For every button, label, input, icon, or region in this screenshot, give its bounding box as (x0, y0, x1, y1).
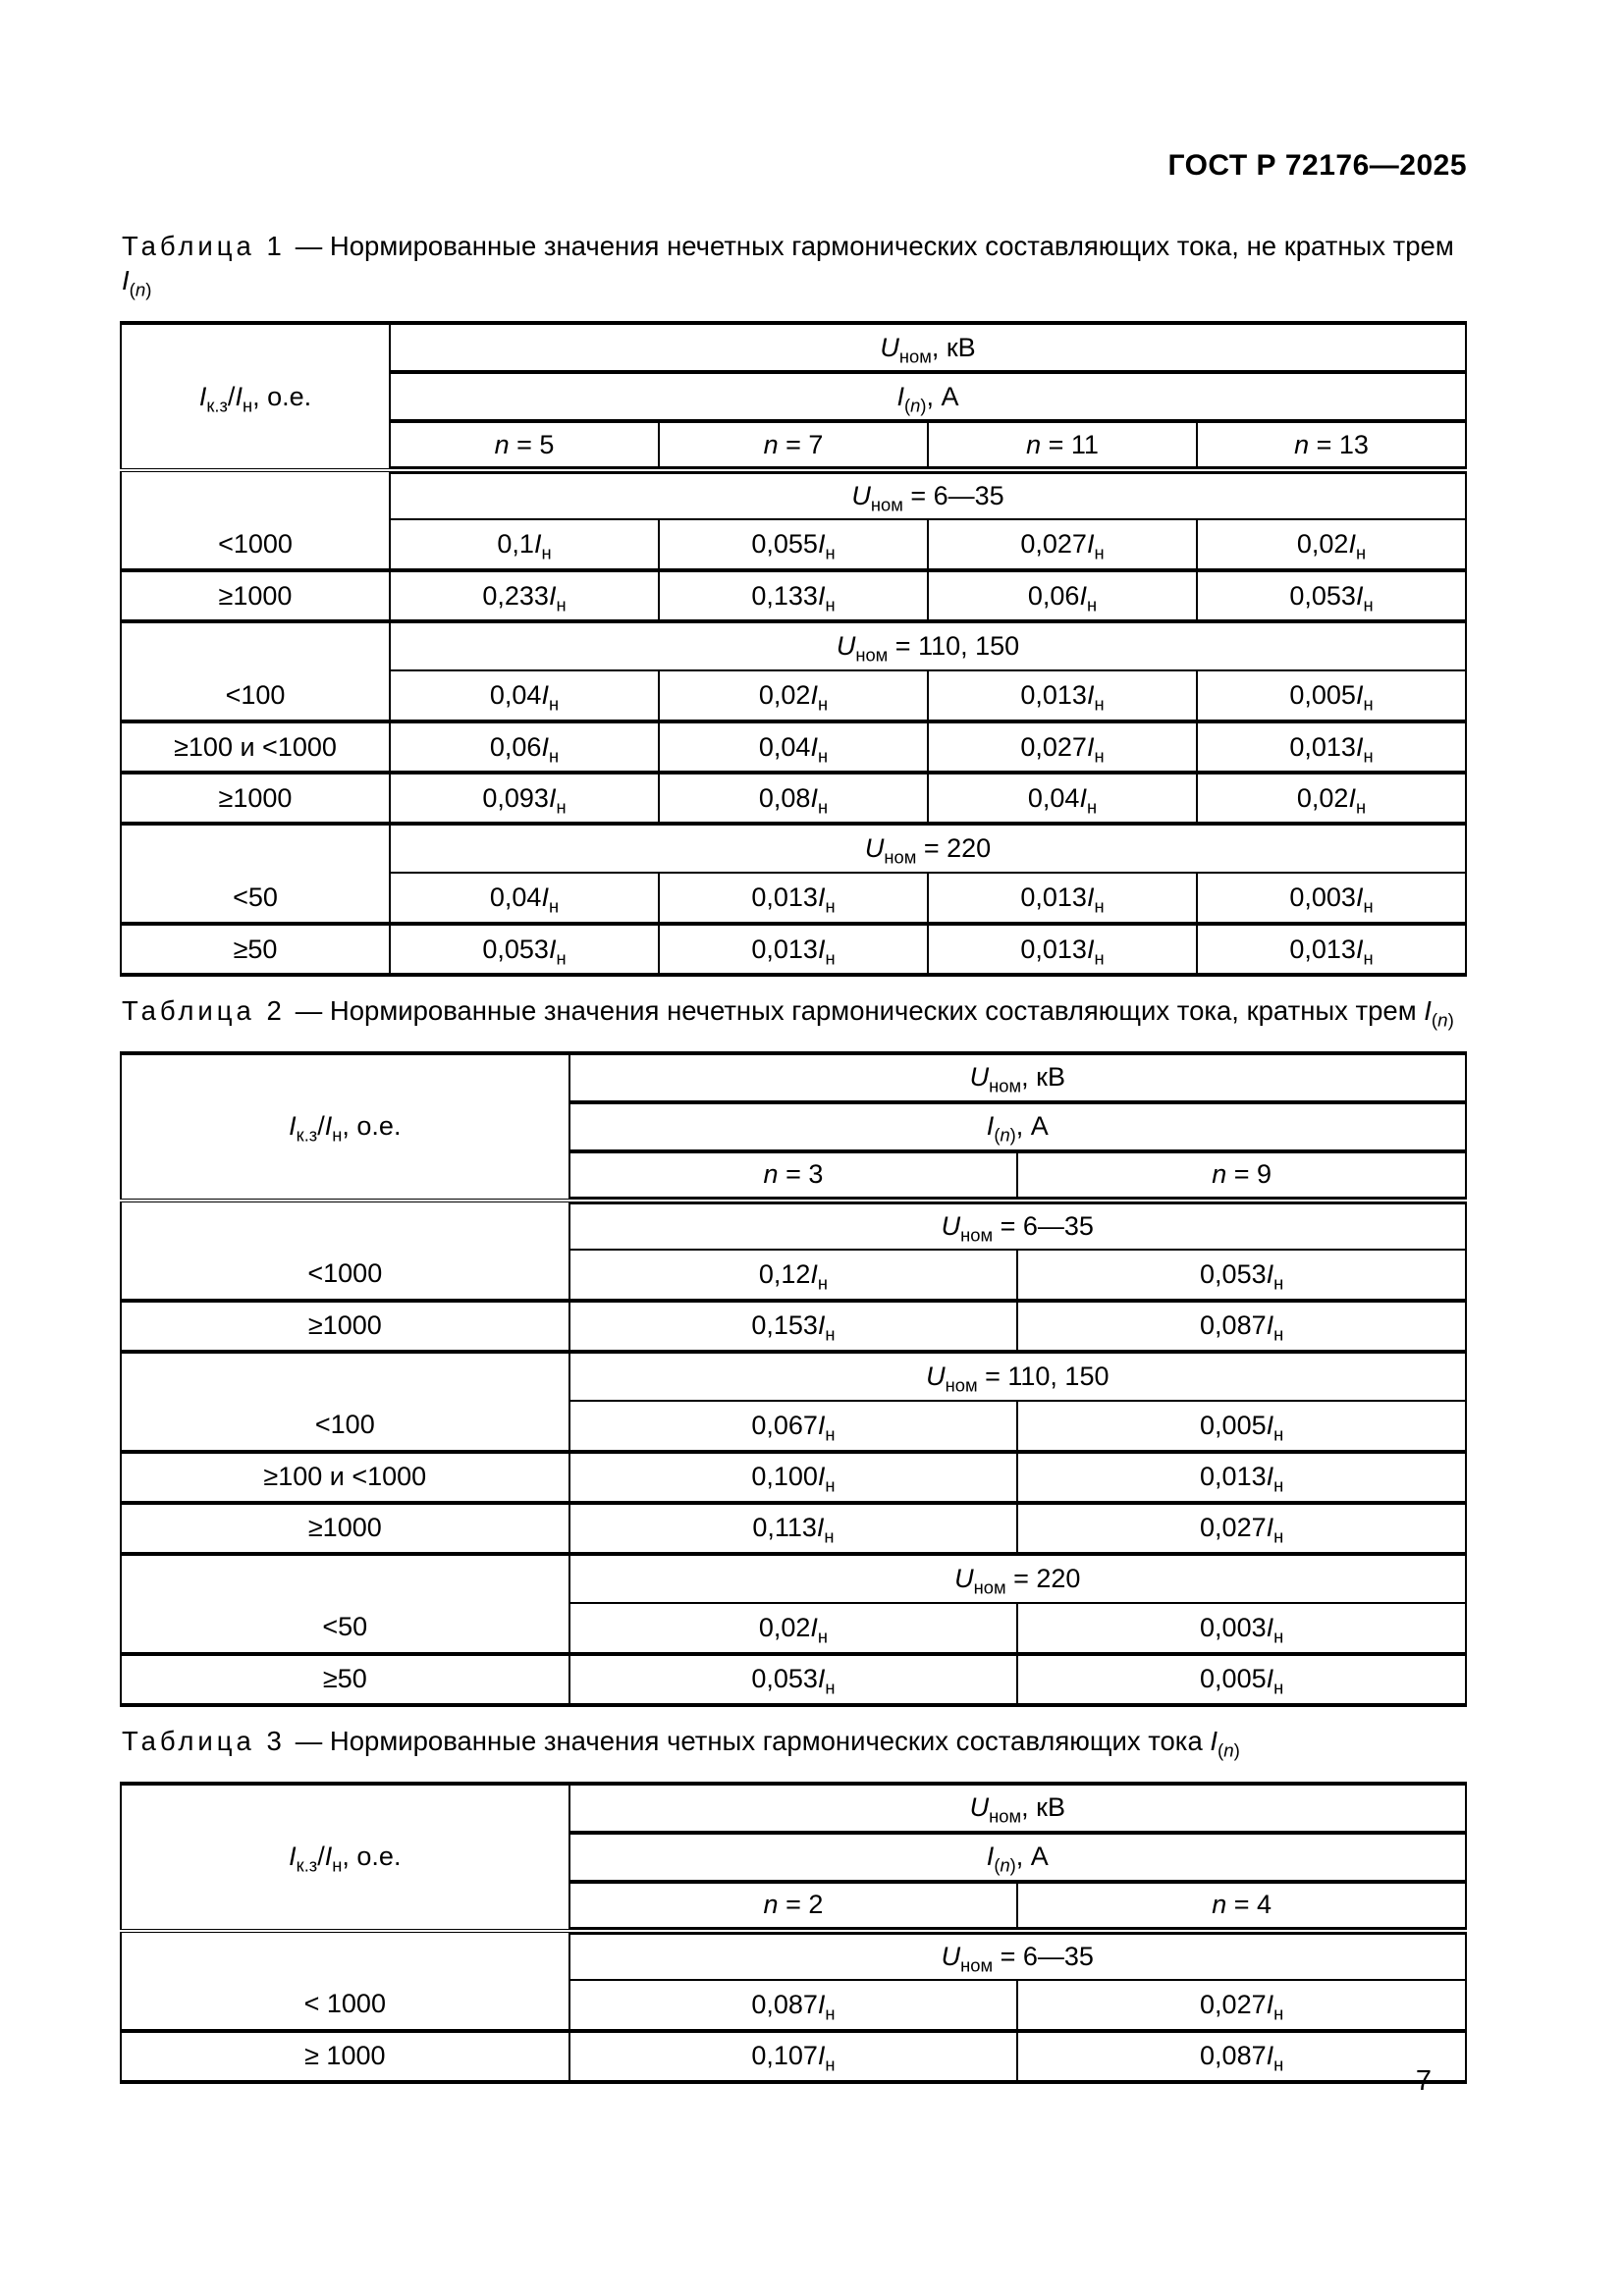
harmonic-order-cell: n = 2 (569, 1882, 1018, 1931)
standard-designation: ГОСТ Р 72176—2025 (1167, 149, 1467, 182)
current-header-cell: $I_{(n)}$, А (569, 1833, 1466, 1882)
row-label-cell: < 1000 (121, 1980, 569, 2031)
value-cell: $0,02I_н$ (1197, 773, 1466, 824)
section-voltage-cell: $U_{ном} = 110$, 150 (569, 1352, 1466, 1401)
row-label-cell: ≥ 1000 (121, 2031, 569, 2082)
value-cell: $0,100I_н$ (569, 1452, 1018, 1503)
value-cell: $0,02I_н$ (659, 670, 928, 721)
ratio-header-cell: $I_{к.з}/I_н$, о.е. (121, 1053, 569, 1201)
value-cell: $0,003I_н$ (1197, 873, 1466, 924)
value-cell: $0,053I_н$ (569, 1654, 1018, 1705)
harmonic-order-cell: n = 3 (569, 1151, 1018, 1201)
ratio-header-cell: $I_{к.з}/I_н$, о.е. (121, 323, 390, 470)
harmonic-order-cell: n = 13 (1197, 421, 1466, 470)
section-spacer-cell (121, 470, 390, 519)
value-cell: $0,013I_н$ (928, 924, 1197, 975)
value-cell: $0,055I_н$ (659, 519, 928, 570)
value-cell: $0,013I_н$ (1197, 924, 1466, 975)
row-label-cell: <100 (121, 1401, 569, 1452)
row-label-cell: ≥50 (121, 1654, 569, 1705)
table-1-title (122, 229, 1467, 303)
value-cell: $0,107I_н$ (569, 2031, 1018, 2082)
value-cell: $0,067I_н$ (569, 1401, 1018, 1452)
voltage-header-cell: $U_{ном}$, кВ (390, 323, 1466, 372)
current-header-cell: $I_{(n)}$, А (569, 1102, 1466, 1151)
page-number: 7 (1415, 2065, 1432, 2097)
section-voltage-cell: $U_{ном}$ = 6—35 (569, 1931, 1466, 1980)
value-cell: $0,087I_н$ (569, 1980, 1018, 2031)
voltage-header-cell: $U_{ном}$, кВ (569, 1784, 1466, 1833)
row-label-cell: <100 (121, 670, 390, 721)
section-spacer-cell (121, 1554, 569, 1603)
section-voltage-cell: $U_{ном}$ = 6—35 (390, 470, 1466, 519)
row-label-cell: <1000 (121, 519, 390, 570)
value-cell: $0,027I_н$ (928, 721, 1197, 773)
value-cell: $0,005I_н$ (1017, 1654, 1466, 1705)
value-cell: $0,013I_н$ (928, 670, 1197, 721)
row-label-cell: ≥100 и <1000 (121, 721, 390, 773)
row-label-cell: ≥50 (121, 924, 390, 975)
value-cell: $0,04I_н$ (390, 873, 659, 924)
value-cell: $0,06I_н$ (928, 570, 1197, 621)
table-1-title-text: — Нормированные значения нечетных гармонических составляющих тока, не кратных трем $I_{(n)}$ (122, 230, 1454, 300)
current-header-cell: $I_{(n)}$, А (390, 372, 1466, 421)
harmonic-order-cell: n = 9 (1017, 1151, 1466, 1201)
value-cell: $0,04I_н$ (928, 773, 1197, 824)
voltage-header-cell: $U_{ном}$, кВ (569, 1053, 1466, 1102)
value-cell: $0,027I_н$ (1017, 1503, 1466, 1554)
value-cell: $0,04I_н$ (390, 670, 659, 721)
section-spacer-cell (121, 824, 390, 873)
value-cell: $0,153I_н$ (569, 1301, 1018, 1352)
row-label-cell: <50 (121, 1603, 569, 1654)
row-label-cell: ≥1000 (121, 1301, 569, 1352)
table-3 (120, 1782, 1467, 2084)
value-cell: $0,013I_н$ (659, 873, 928, 924)
table-2-title-text: — Нормированные значения нечетных гармонических составляющих тока, кратных трем $I_{(n)}$ (295, 995, 1454, 1031)
value-cell: $0,013I_н$ (1017, 1452, 1466, 1503)
row-label-cell: ≥100 и <1000 (121, 1452, 569, 1503)
value-cell: $0,1I_н$ (390, 519, 659, 570)
value-cell: $0,053I_н$ (1197, 570, 1466, 621)
value-cell: $0,02I_н$ (1197, 519, 1466, 570)
table-1-label: Таблица 1 (122, 230, 286, 261)
value-cell: $0,013I_н$ (1197, 721, 1466, 773)
section-voltage-cell: $U_{ном} = 220$ (390, 824, 1466, 873)
value-cell: $0,12I_н$ (569, 1250, 1018, 1301)
section-voltage-cell: $U_{ном}$ = 6—35 (569, 1201, 1466, 1250)
value-cell: $0,233I_н$ (390, 570, 659, 621)
ratio-header-cell: $I_{к.з}/I_н$, о.е. (121, 1784, 569, 1931)
table-3-title-text: — Нормированные значения четных гармонических составляющих тока $I_{(n)}$ (295, 1725, 1240, 1761)
value-cell: $0,027I_н$ (1017, 1980, 1466, 2031)
value-cell: $0,005I_н$ (1197, 670, 1466, 721)
table-3-title (122, 1724, 1467, 1763)
row-label-cell: ≥1000 (121, 570, 390, 621)
section-spacer-cell (121, 1931, 569, 1980)
row-label-cell: ≥1000 (121, 1503, 569, 1554)
value-cell: $0,04I_н$ (659, 721, 928, 773)
value-cell: $0,003I_н$ (1017, 1603, 1466, 1654)
harmonic-order-cell: n = 5 (390, 421, 659, 470)
section-voltage-cell: $U_{ном} = 110$, 150 (390, 621, 1466, 670)
harmonic-order-cell: n = 4 (1017, 1882, 1466, 1931)
row-label-cell: <1000 (121, 1250, 569, 1301)
value-cell: $0,08I_н$ (659, 773, 928, 824)
table-3-label: Таблица 3 (122, 1725, 286, 1756)
section-spacer-cell (121, 621, 390, 670)
value-cell: $0,013I_н$ (659, 924, 928, 975)
harmonic-order-cell: n = 11 (928, 421, 1197, 470)
value-cell: $0,113I_н$ (569, 1503, 1018, 1554)
table-2 (120, 1051, 1467, 1707)
value-cell: $0,02I_н$ (569, 1603, 1018, 1654)
value-cell: $0,06I_н$ (390, 721, 659, 773)
value-cell: $0,013I_н$ (928, 873, 1197, 924)
value-cell: $0,027I_н$ (928, 519, 1197, 570)
value-cell: $0,133I_н$ (659, 570, 928, 621)
row-label-cell: ≥1000 (121, 773, 390, 824)
table-1 (120, 321, 1467, 977)
section-spacer-cell (121, 1201, 569, 1250)
harmonic-order-cell: n = 7 (659, 421, 928, 470)
value-cell: $0,093I_н$ (390, 773, 659, 824)
value-cell: $0,053I_н$ (1017, 1250, 1466, 1301)
value-cell: $0,087I_н$ (1017, 1301, 1466, 1352)
row-label-cell: <50 (121, 873, 390, 924)
value-cell: $0,087I_н$ (1017, 2031, 1466, 2082)
table-2-label: Таблица 2 (122, 995, 286, 1027)
value-cell: $0,053I_н$ (390, 924, 659, 975)
section-voltage-cell: $U_{ном} = 220$ (569, 1554, 1466, 1603)
section-spacer-cell (121, 1352, 569, 1401)
table-2-title (122, 993, 1467, 1033)
value-cell: $0,005I_н$ (1017, 1401, 1466, 1452)
